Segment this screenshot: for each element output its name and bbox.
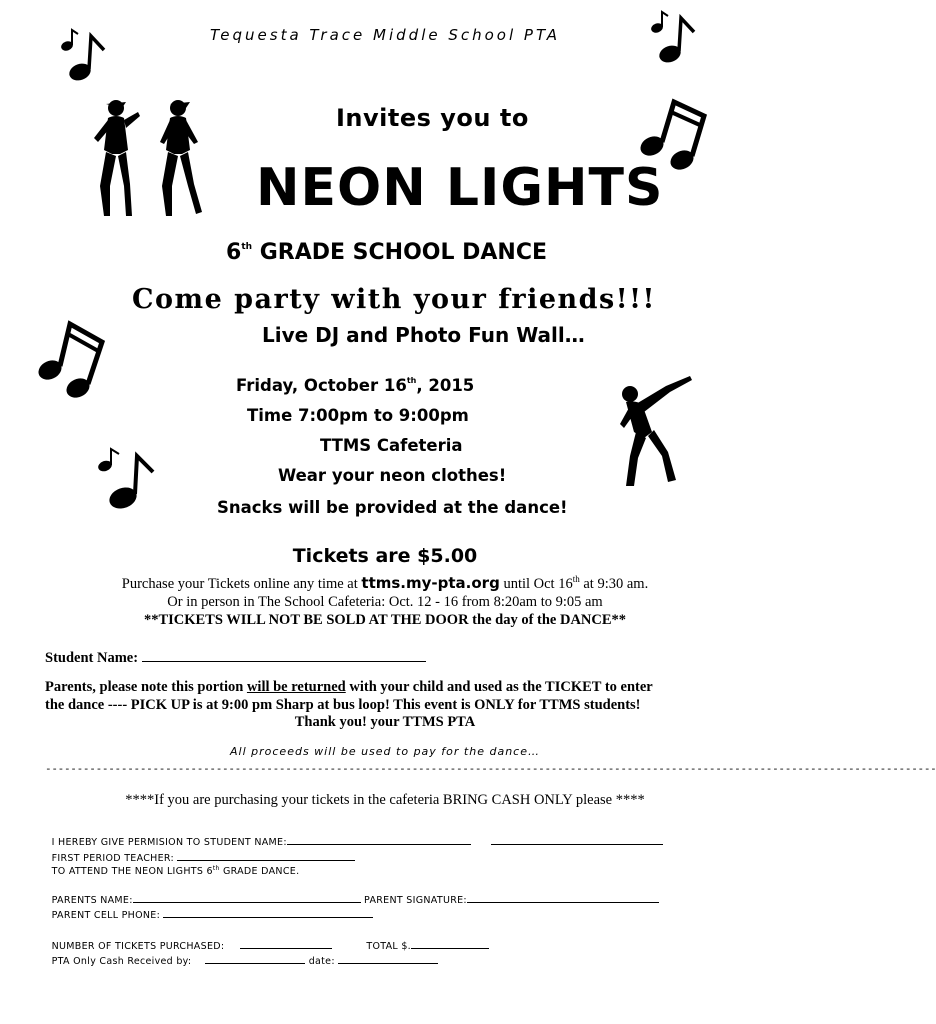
parent-cell-field[interactable] <box>163 907 373 918</box>
total-label: TOTAL $. <box>366 941 411 952</box>
attend-post: GRADE DANCE. <box>219 866 300 878</box>
music-note-icon <box>58 28 112 84</box>
pta-website-link[interactable]: ttms.my-pta.org <box>361 574 500 592</box>
student-name-field[interactable] <box>142 649 426 662</box>
door-notice: **TICKETS WILL NOT BE SOLD AT THE DOOR the day of the DANCE** <box>143 612 627 628</box>
parents-note-line1 <box>45 679 745 696</box>
parent-cell-label: PARENT CELL PHONE: <box>51 910 164 921</box>
dancer-silhouette-icon <box>612 372 698 490</box>
snacks-note: Snacks will be provided at the dance! <box>217 498 568 517</box>
permission-student-field-2[interactable] <box>491 834 663 845</box>
parents-note-pre: Parents, please note this portion <box>45 679 247 695</box>
student-name-row <box>45 649 426 667</box>
event-date-year: , 2015 <box>416 376 475 395</box>
dancer-silhouette-icon <box>86 98 216 220</box>
parents-note-underlined: will be returned <box>246 679 346 695</box>
num-tickets-label: NUMBER OF TICKETS PURCHASED: <box>51 941 225 952</box>
event-date-main: Friday, October 16 <box>236 376 407 395</box>
music-note-icon <box>95 446 161 514</box>
tagline: Come party with your friends!!! <box>132 284 656 315</box>
student-name-label: Student Name: <box>45 650 142 666</box>
cash-received-field[interactable] <box>205 953 305 964</box>
grade-text: GRADE SCHOOL DANCE <box>252 240 548 265</box>
cash-only-note: ****If you are purchasing your tickets in the cafeteria BRING CASH ONLY please **** <box>125 792 645 808</box>
date-field[interactable] <box>338 953 438 964</box>
proceeds-note: All proceeds will be used to pay for the dance… <box>230 745 540 758</box>
attend-ordinal: th <box>212 865 220 872</box>
in-person-purchase-line: Or in person in The School Cafeteria: Oct. 12 - 16 from 8:20am to 9:05 am <box>167 594 603 610</box>
event-date <box>236 376 474 395</box>
parent-cell-row <box>45 896 373 921</box>
ticket-price: Tickets are $5.00 <box>292 545 478 567</box>
cash-received-row <box>45 942 438 967</box>
event-time: Time 7:00pm to 9:00pm <box>247 406 469 425</box>
online-purchase-pre: Purchase your Tickets online any time at <box>121 576 362 592</box>
online-purchase-ordinal: th <box>572 574 580 585</box>
pta-header: Tequesta Trace Middle School PTA <box>209 26 561 44</box>
permission-line-3 <box>45 854 299 877</box>
invites-heading: Invites you to <box>336 104 529 132</box>
dress-code: Wear your neon clothes! <box>278 466 507 485</box>
event-date-ordinal: th <box>406 376 417 385</box>
parents-note-line2: the dance ---- PICK UP is at 9:00 pm Sharp at bus loop! This event is ONLY for TTMS students! <box>45 697 641 713</box>
grade-heading <box>226 240 547 265</box>
attend-pre: TO ATTEND THE NEON LIGHTS 6 <box>51 866 213 878</box>
cash-received-label: PTA Only Cash Received by: <box>51 956 192 967</box>
music-note-icon <box>34 318 110 404</box>
online-purchase-line <box>0 574 770 593</box>
parent-signature-label: PARENT SIGNATURE: <box>360 895 467 906</box>
grade-ordinal: th <box>241 242 253 252</box>
event-title: NEON LIGHTS <box>256 158 664 218</box>
grade-number: 6 <box>226 240 242 265</box>
parents-note-post: with your child and used as the TICKET to enter <box>345 679 653 695</box>
cut-line: --------------------------------------------------------------------------------------------------------------------------------------------- <box>45 762 936 775</box>
date-label: date: <box>305 956 339 967</box>
thank-you-line: Thank you! your TTMS PTA <box>294 714 476 730</box>
live-dj-line: Live DJ and Photo Fun Wall… <box>262 323 585 347</box>
online-purchase-end: at 9:30 am. <box>579 576 649 592</box>
first-period-teacher-label: FIRST PERIOD TEACHER: <box>51 853 178 864</box>
parent-signature-field[interactable] <box>467 892 659 903</box>
permission-student-label: I HEREBY GIVE PERMISION TO STUDENT NAME: <box>51 837 287 848</box>
music-note-icon <box>648 10 702 66</box>
parents-name-label: PARENTS NAME: <box>51 895 133 906</box>
event-location: TTMS Cafeteria <box>320 436 463 455</box>
online-purchase-post: until Oct 16 <box>499 576 573 592</box>
